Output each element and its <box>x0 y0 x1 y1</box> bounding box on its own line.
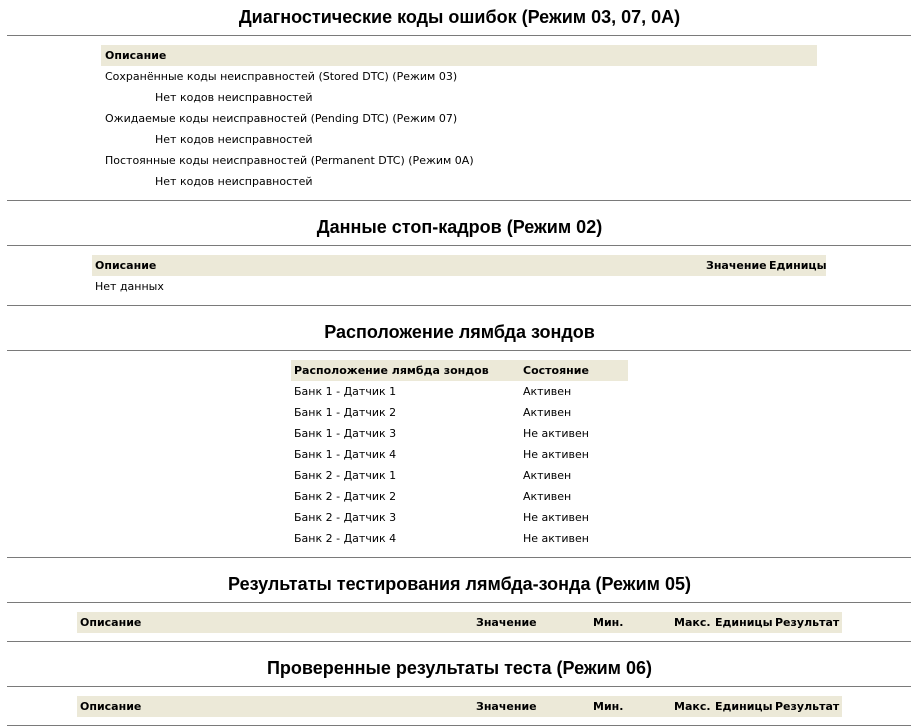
dtc-section-title: Диагностические коды ошибок (Режим 03, 07, 0A) <box>238 7 681 27</box>
divider <box>7 557 911 558</box>
o2-header-location: Расположение лямбда зондов <box>294 364 489 377</box>
o2-row-location: Банк 2 - Датчик 4 <box>294 532 397 545</box>
o2-section-title: Расположение лямбда зондов <box>324 322 595 342</box>
divider <box>7 305 911 306</box>
mode06-header-description: Описание <box>80 700 142 713</box>
dtc-header-description: Описание <box>105 49 167 62</box>
divider <box>7 35 911 36</box>
o2-row-state: Не активен <box>523 427 589 440</box>
dtc-pending-value: Нет кодов неисправностей <box>155 133 313 146</box>
mode06-header-units: Единицы <box>715 700 773 713</box>
dtc-permanent-label: Постоянные коды неисправностей (Permanent DTC) (Режим 0A) <box>105 154 474 167</box>
o2-row-state: Не активен <box>523 511 589 524</box>
divider <box>7 641 911 642</box>
mode05-table-header <box>77 612 842 633</box>
divider <box>7 350 911 351</box>
dtc-stored-value: Нет кодов неисправностей <box>155 91 313 104</box>
o2-row-location: Банк 1 - Датчик 1 <box>294 385 397 398</box>
o2-row-location: Банк 1 - Датчик 2 <box>294 406 397 419</box>
mode05-header-result: Результат <box>775 616 840 629</box>
dtc-permanent-value: Нет кодов неисправностей <box>155 175 313 188</box>
o2-row-state: Не активен <box>523 448 589 461</box>
mode06-table-header <box>77 696 842 717</box>
dtc-table-header <box>101 45 817 66</box>
o2-row-state: Не активен <box>523 532 589 545</box>
mode05-header-min: Мин. <box>593 616 624 629</box>
o2-row-location: Банк 1 - Датчик 4 <box>294 448 397 461</box>
o2-row-state: Активен <box>523 490 572 503</box>
o2-row-location: Банк 1 - Датчик 3 <box>294 427 397 440</box>
o2-row-location: Банк 2 - Датчик 2 <box>294 490 397 503</box>
mode05-header-max: Макс. <box>674 616 711 629</box>
o2-row-state: Активен <box>523 385 572 398</box>
mode05-header-value: Значение <box>476 616 537 629</box>
o2-row-state: Активен <box>523 469 572 482</box>
divider <box>7 686 911 687</box>
mode05-header-units: Единицы <box>715 616 773 629</box>
divider <box>7 200 911 201</box>
o2-row-state: Активен <box>523 406 572 419</box>
freeze-empty-text: Нет данных <box>95 280 164 293</box>
freeze-header-units: Единицы <box>769 259 827 272</box>
dtc-pending-label: Ожидаемые коды неисправностей (Pending DTC) (Режим 07) <box>105 112 458 125</box>
mode06-section-title: Проверенные результаты теста (Режим 06) <box>266 658 653 678</box>
divider <box>7 245 911 246</box>
mode06-header-value: Значение <box>476 700 537 713</box>
mode05-section-title: Результаты тестирования лямбда-зонда (Режим 05) <box>228 574 691 594</box>
divider <box>7 602 911 603</box>
freeze-section-title: Данные стоп-кадров (Режим 02) <box>316 217 603 237</box>
mode05-header-description: Описание <box>80 616 142 629</box>
mode06-header-min: Мин. <box>593 700 624 713</box>
mode06-header-result: Результат <box>775 700 840 713</box>
freeze-table-header <box>92 255 826 276</box>
o2-header-state: Состояние <box>523 364 589 377</box>
freeze-header-value: Значение <box>706 259 767 272</box>
divider <box>7 725 911 726</box>
o2-table-header <box>291 360 628 381</box>
freeze-header-description: Описание <box>95 259 157 272</box>
mode06-header-max: Макс. <box>674 700 711 713</box>
o2-row-location: Банк 2 - Датчик 3 <box>294 511 397 524</box>
o2-row-location: Банк 2 - Датчик 1 <box>294 469 397 482</box>
dtc-stored-label: Сохранённые коды неисправностей (Stored DTC) (Режим 03) <box>105 70 458 83</box>
